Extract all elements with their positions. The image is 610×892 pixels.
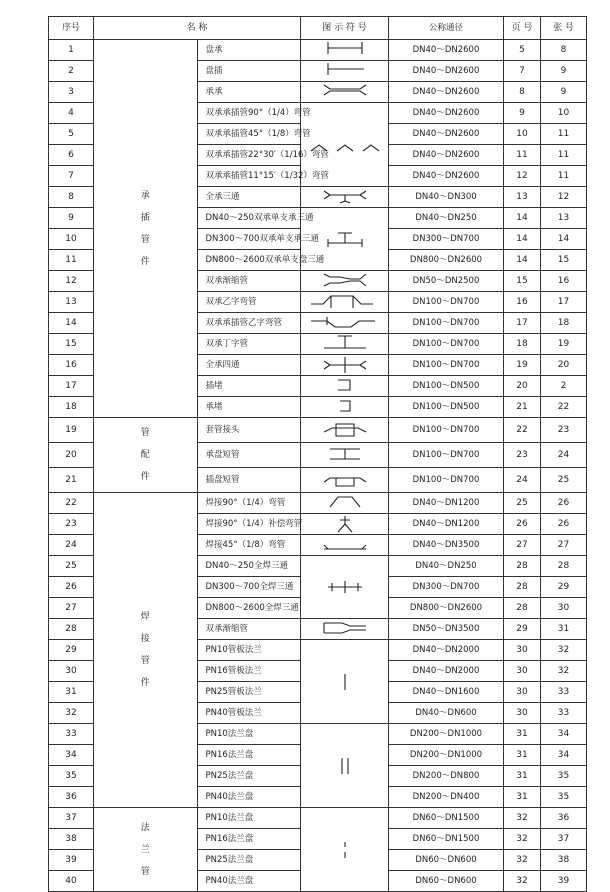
spec-cell: DN40～DN300 — [389, 187, 504, 208]
category-char: 管 — [140, 656, 150, 666]
spec-cell: DN40～DN2000 — [389, 661, 504, 682]
table-header-row — [49, 17, 587, 40]
page-cell: 32 — [504, 829, 541, 850]
spec-cell: DN40～DN2600 — [389, 40, 504, 61]
spec-cell: DN200～DN1000 — [389, 745, 504, 766]
fitting-name: DN300～700双承单支承三通 — [197, 229, 301, 250]
category-cell — [94, 418, 198, 493]
fitting-name: PN25法兰盘 — [197, 850, 301, 871]
page-cell: 7 — [504, 61, 541, 82]
fitting-name: DN40～250全焊三通 — [197, 556, 301, 577]
row-number: 28 — [49, 619, 94, 640]
fitting-name: DN800～2600全焊三通 — [197, 598, 301, 619]
row-number: 3 — [49, 82, 94, 103]
table-body — [49, 40, 587, 892]
row-number: 34 — [49, 745, 94, 766]
symbol-cell — [301, 187, 389, 208]
page-cell: 21 — [504, 397, 541, 418]
welded-45-bend-icon — [320, 535, 370, 555]
fitting-name: 承堵 — [197, 397, 301, 418]
sheet-cell: 29 — [541, 577, 587, 598]
row-number: 5 — [49, 124, 94, 145]
category-char: 件 — [140, 678, 150, 688]
sheet-cell: 13 — [541, 208, 587, 229]
symbol-cell — [301, 808, 389, 892]
fitting-name: DN300～700全焊三通 — [197, 577, 301, 598]
fitting-name: PN16管板法兰 — [197, 661, 301, 682]
fitting-name: 盘插 — [197, 61, 301, 82]
row-number: 38 — [49, 829, 94, 850]
symbol-cell — [301, 103, 389, 187]
page-cell: 30 — [504, 682, 541, 703]
sheet-cell: 38 — [541, 850, 587, 871]
spec-cell: DN40～DN250 — [389, 556, 504, 577]
symbol-cell — [301, 313, 389, 334]
row-number: 6 — [49, 145, 94, 166]
header-sheet: 张 号 — [541, 17, 587, 40]
symbol-cell — [301, 556, 389, 619]
row-number: 21 — [49, 468, 94, 493]
spec-cell: DN60～DN600 — [389, 871, 504, 892]
plate-flange-icon — [320, 672, 370, 692]
page-cell: 15 — [504, 271, 541, 292]
fitting-name: 双承承插管乙字弯管 — [197, 313, 301, 334]
page-cell: 31 — [504, 787, 541, 808]
page-cell: 26 — [504, 514, 541, 535]
header-name: 名 称 — [94, 17, 301, 40]
page-cell: 13 — [504, 187, 541, 208]
sheet-cell: 26 — [541, 514, 587, 535]
row-number: 39 — [49, 850, 94, 871]
flange-disc-icon — [320, 756, 370, 776]
sheet-cell: 9 — [541, 82, 587, 103]
sheet-cell: 11 — [541, 145, 587, 166]
fitting-name: 双承乙字弯管 — [197, 292, 301, 313]
page-cell: 5 — [504, 40, 541, 61]
sheet-cell: 12 — [541, 187, 587, 208]
spec-cell: DN40～DN1200 — [389, 514, 504, 535]
socket-t-pipe-icon — [320, 334, 370, 354]
fitting-name: PN10法兰盘 — [197, 808, 301, 829]
all-socket-tee-icon — [320, 187, 370, 207]
sheet-cell: 16 — [541, 271, 587, 292]
spec-cell: DN100～DN700 — [389, 334, 504, 355]
symbol-cell — [301, 271, 389, 292]
row-number: 26 — [49, 577, 94, 598]
symbol-cell — [301, 82, 389, 103]
spec-cell: DN200～DN400 — [389, 787, 504, 808]
row-number: 14 — [49, 313, 94, 334]
spec-cell: DN100～DN700 — [389, 418, 504, 443]
sheet-cell: 22 — [541, 397, 587, 418]
table-row — [49, 418, 587, 443]
sheet-cell: 31 — [541, 619, 587, 640]
spec-cell: DN40～DN2600 — [389, 82, 504, 103]
spec-cell: DN100～DN700 — [389, 313, 504, 334]
fitting-name: 全承四通 — [197, 355, 301, 376]
sheet-cell: 20 — [541, 355, 587, 376]
page-cell: 9 — [504, 103, 541, 124]
spec-cell: DN100～DN500 — [389, 397, 504, 418]
row-number: 16 — [49, 355, 94, 376]
symbol-cell — [301, 208, 389, 271]
page-cell: 30 — [504, 703, 541, 724]
spec-cell: DN50～DN3500 — [389, 619, 504, 640]
category-char: 插 — [140, 212, 150, 223]
row-number: 31 — [49, 682, 94, 703]
page-cell: 17 — [504, 313, 541, 334]
category-char: 件 — [140, 256, 150, 267]
welded-reducer-icon — [320, 619, 370, 639]
row-number: 9 — [49, 208, 94, 229]
category-cell — [94, 808, 198, 892]
sheet-cell: 10 — [541, 103, 587, 124]
symbol-cell — [301, 334, 389, 355]
fitting-name: 焊接90°（1/4）补偿弯管 — [197, 514, 301, 535]
sleeve-coupling-icon — [320, 420, 370, 440]
header-symbol: 图 示 符 号 — [301, 17, 389, 40]
category-char: 承 — [140, 190, 150, 201]
row-number: 24 — [49, 535, 94, 556]
spec-cell: DN800～DN2600 — [389, 250, 504, 271]
sheet-cell: 35 — [541, 766, 587, 787]
category-cell — [94, 40, 198, 418]
page-cell: 22 — [504, 418, 541, 443]
row-number: 35 — [49, 766, 94, 787]
page-cell: 20 — [504, 376, 541, 397]
category-cell — [94, 493, 198, 808]
fitting-name: PN10管板法兰 — [197, 640, 301, 661]
spec-cell: DN50～DN2500 — [389, 271, 504, 292]
row-number: 32 — [49, 703, 94, 724]
row-number: 19 — [49, 418, 94, 443]
header-no: 序号 — [49, 17, 94, 40]
symbol-cell — [301, 640, 389, 724]
page-cell: 8 — [504, 82, 541, 103]
symbol-cell — [301, 619, 389, 640]
page-cell: 28 — [504, 598, 541, 619]
row-number: 2 — [49, 61, 94, 82]
category-char: 管 — [140, 866, 150, 877]
fitting-name: 双承承插管22°30′（1/16）弯管 — [197, 145, 301, 166]
blind-flange-icon — [320, 840, 370, 860]
sheet-cell: 14 — [541, 229, 587, 250]
page-cell: 31 — [504, 766, 541, 787]
row-number: 12 — [49, 271, 94, 292]
sheet-cell: 15 — [541, 250, 587, 271]
symbol-cell — [301, 40, 389, 61]
spec-cell: DN200～DN800 — [389, 766, 504, 787]
fitting-name: 双承丁字管 — [197, 334, 301, 355]
row-number: 11 — [49, 250, 94, 271]
symbol-cell — [301, 724, 389, 808]
row-number: 4 — [49, 103, 94, 124]
sheet-cell: 36 — [541, 808, 587, 829]
page-cell: 23 — [504, 443, 541, 468]
row-number: 8 — [49, 187, 94, 208]
page-cell: 31 — [504, 724, 541, 745]
sheet-cell: 27 — [541, 535, 587, 556]
double-socket-icon — [320, 82, 370, 102]
row-number: 20 — [49, 443, 94, 468]
spec-cell: DN40～DN2600 — [389, 61, 504, 82]
fitting-name: PN25法兰盘 — [197, 766, 301, 787]
page-cell: 24 — [504, 468, 541, 493]
sheet-cell: 24 — [541, 443, 587, 468]
sheet-cell: 2 — [541, 376, 587, 397]
spec-cell: DN40～DN1200 — [389, 493, 504, 514]
page-cell: 28 — [504, 556, 541, 577]
fitting-name: DN800～2600双承单支盘三通 — [197, 250, 301, 271]
fitting-name: 双承渐缩管 — [197, 271, 301, 292]
spec-cell: DN40～DN2600 — [389, 103, 504, 124]
spec-cell: DN200～DN1000 — [389, 724, 504, 745]
socket-tee-icon — [320, 229, 370, 249]
sheet-cell: 11 — [541, 124, 587, 145]
welded-bend-icon — [320, 493, 370, 513]
fitting-name: PN10法兰盘 — [197, 724, 301, 745]
row-number: 18 — [49, 397, 94, 418]
category-char: 管 — [140, 234, 150, 245]
page-cell: 32 — [504, 808, 541, 829]
spigot-offset-icon — [309, 313, 381, 333]
symbol-cell — [301, 443, 389, 468]
row-number: 36 — [49, 787, 94, 808]
fitting-name: 盘承 — [197, 40, 301, 61]
sheet-cell: 32 — [541, 661, 587, 682]
spec-cell: DN100～DN700 — [389, 355, 504, 376]
fitting-name: 双承承插管90°（1/4）弯管 — [197, 103, 301, 124]
spec-cell: DN40～DN250 — [389, 208, 504, 229]
row-number: 15 — [49, 334, 94, 355]
row-number: 25 — [49, 556, 94, 577]
row-number: 23 — [49, 514, 94, 535]
fitting-name: 承盘短管 — [197, 443, 301, 468]
fitting-name: 双承承插管45°（1/8）弯管 — [197, 124, 301, 145]
sheet-cell: 33 — [541, 703, 587, 724]
fitting-name: PN16法兰盘 — [197, 829, 301, 850]
row-number: 33 — [49, 724, 94, 745]
row-number: 17 — [49, 376, 94, 397]
page-cell: 31 — [504, 745, 541, 766]
table-row — [49, 40, 587, 61]
page-cell: 32 — [504, 850, 541, 871]
fitting-name: PN40法兰盘 — [197, 787, 301, 808]
spec-cell: DN40～DN2600 — [389, 124, 504, 145]
page-cell: 29 — [504, 619, 541, 640]
fitting-name: PN40法兰盘 — [197, 871, 301, 892]
spec-cell: DN100～DN700 — [389, 443, 504, 468]
page-cell: 19 — [504, 355, 541, 376]
socket-offset-icon — [309, 292, 381, 312]
spec-cell: DN100～DN500 — [389, 376, 504, 397]
socket-flange-short-icon — [320, 445, 370, 465]
spec-cell: DN40～DN2000 — [389, 640, 504, 661]
welded-tee-icon — [320, 577, 370, 597]
row-number: 37 — [49, 808, 94, 829]
sheet-cell: 25 — [541, 468, 587, 493]
flange-socket-icon — [320, 40, 370, 60]
spigot-flange-short-icon — [320, 470, 370, 490]
symbol-cell — [301, 355, 389, 376]
category-char: 接 — [140, 634, 150, 644]
category-char: 焊 — [140, 612, 150, 622]
symbol-cell — [301, 418, 389, 443]
spec-cell: DN300～DN700 — [389, 577, 504, 598]
spec-cell: DN40～DN2600 — [389, 166, 504, 187]
spigot-plug-icon — [320, 376, 370, 396]
sheet-cell: 30 — [541, 598, 587, 619]
page-cell: 27 — [504, 535, 541, 556]
fitting-name: 全承三通 — [197, 187, 301, 208]
category-char: 配 — [140, 450, 150, 460]
flange-spigot-icon — [320, 61, 370, 81]
category-char: 法 — [140, 822, 150, 833]
row-number: 7 — [49, 166, 94, 187]
sheet-cell: 18 — [541, 313, 587, 334]
sheet-cell: 28 — [541, 556, 587, 577]
page-cell: 28 — [504, 577, 541, 598]
all-socket-cross-icon — [320, 355, 370, 375]
header-spec: 公称通径 — [389, 17, 504, 40]
symbol-cell — [301, 397, 389, 418]
socket-bend-icon — [309, 135, 381, 155]
sheet-cell: 8 — [541, 40, 587, 61]
sheet-cell: 35 — [541, 787, 587, 808]
sheet-cell: 34 — [541, 745, 587, 766]
sheet-cell: 17 — [541, 292, 587, 313]
spec-cell: DN100～DN700 — [389, 292, 504, 313]
sheet-cell: 9 — [541, 61, 587, 82]
table-row — [49, 808, 587, 829]
page-cell: 11 — [504, 145, 541, 166]
fitting-name: 双承渐缩管 — [197, 619, 301, 640]
sheet-cell: 19 — [541, 334, 587, 355]
symbol-cell — [301, 292, 389, 313]
socket-reducer-icon — [320, 271, 370, 291]
header-page: 页 号 — [504, 17, 541, 40]
page-cell: 12 — [504, 166, 541, 187]
category-char: 兰 — [140, 844, 150, 855]
page-cell: 32 — [504, 871, 541, 892]
symbol-cell — [301, 61, 389, 82]
page-cell: 18 — [504, 334, 541, 355]
fitting-name: 插堵 — [197, 376, 301, 397]
spec-cell: DN100～DN700 — [389, 468, 504, 493]
spec-cell: DN40～DN1600 — [389, 682, 504, 703]
spec-cell: DN60～DN1500 — [389, 808, 504, 829]
sheet-cell: 23 — [541, 418, 587, 443]
page-cell: 30 — [504, 661, 541, 682]
socket-plug-icon — [320, 397, 370, 417]
fitting-name: 焊接45°（1/8）弯管 — [197, 535, 301, 556]
fitting-name: 套管接头 — [197, 418, 301, 443]
spec-cell: DN300～DN700 — [389, 229, 504, 250]
sheet-cell: 34 — [541, 724, 587, 745]
symbol-cell — [301, 514, 389, 535]
row-number: 30 — [49, 661, 94, 682]
sheet-cell: 39 — [541, 871, 587, 892]
page-cell: 14 — [504, 229, 541, 250]
fitting-name: 双承承插管11°15′（1/32）弯管 — [197, 166, 301, 187]
sheet-cell: 32 — [541, 640, 587, 661]
spec-cell: DN40～DN600 — [389, 703, 504, 724]
table-row — [49, 493, 587, 514]
fitting-name: PN25管板法兰 — [197, 682, 301, 703]
row-number: 1 — [49, 40, 94, 61]
symbol-cell — [301, 493, 389, 514]
row-number: 40 — [49, 871, 94, 892]
spec-cell: DN60～DN600 — [389, 850, 504, 871]
fitting-name: DN40～250双承单支承三通 — [197, 208, 301, 229]
fitting-name: 插盘短管 — [197, 468, 301, 493]
page-cell: 25 — [504, 493, 541, 514]
page-cell: 14 — [504, 208, 541, 229]
fitting-name: 承承 — [197, 82, 301, 103]
row-number: 22 — [49, 493, 94, 514]
sheet-cell: 11 — [541, 166, 587, 187]
sheet-cell: 26 — [541, 493, 587, 514]
symbol-cell — [301, 535, 389, 556]
page-cell: 10 — [504, 124, 541, 145]
fitting-name: 焊接90°（1/4）弯管 — [197, 493, 301, 514]
category-char: 件 — [140, 472, 150, 482]
row-number: 27 — [49, 598, 94, 619]
welded-compensating-bend-icon — [320, 514, 370, 534]
row-number: 13 — [49, 292, 94, 313]
page-cell: 14 — [504, 250, 541, 271]
spec-cell: DN40～DN3500 — [389, 535, 504, 556]
row-number: 29 — [49, 640, 94, 661]
row-number: 10 — [49, 229, 94, 250]
symbol-cell — [301, 468, 389, 493]
page-cell: 16 — [504, 292, 541, 313]
sheet-cell: 37 — [541, 829, 587, 850]
pipe-fittings-index-table — [48, 16, 580, 892]
fitting-name: PN40管板法兰 — [197, 703, 301, 724]
category-char: 管 — [140, 428, 150, 438]
symbol-cell — [301, 376, 389, 397]
spec-cell: DN60～DN1500 — [389, 829, 504, 850]
spec-cell: DN40～DN2600 — [389, 145, 504, 166]
page-cell: 30 — [504, 640, 541, 661]
spec-cell: DN800～DN2600 — [389, 598, 504, 619]
sheet-cell: 33 — [541, 682, 587, 703]
fitting-name: PN16法兰盘 — [197, 745, 301, 766]
